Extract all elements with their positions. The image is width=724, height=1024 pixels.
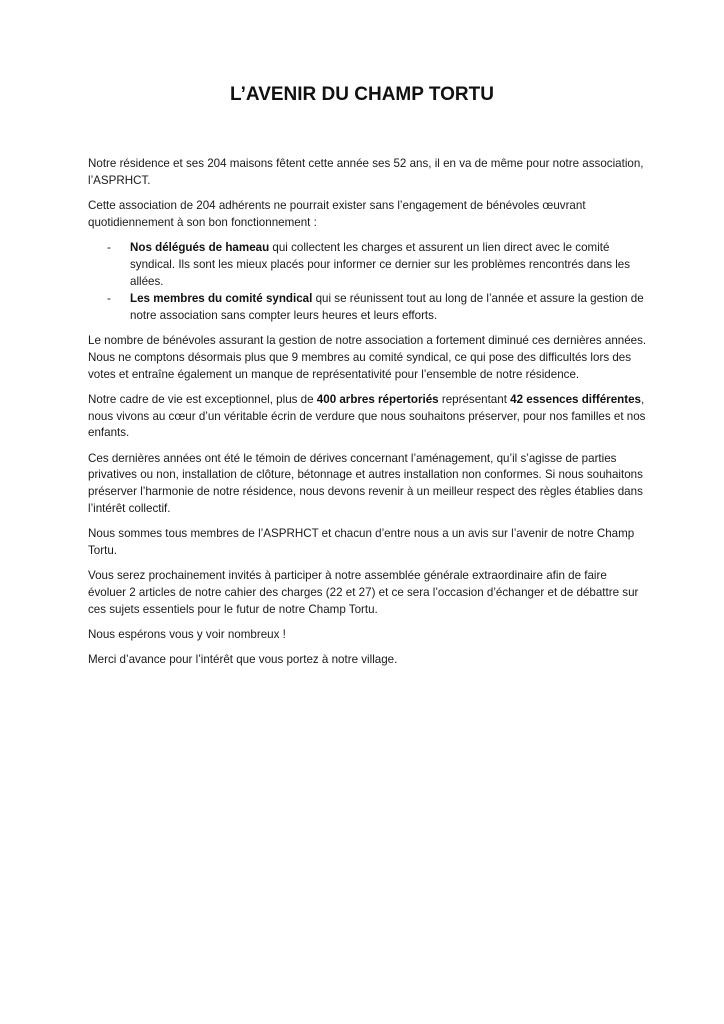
paragraph-environment [88, 392, 648, 443]
text-span: , nous vivons au cœur d’un véritable écrin de verdure que nous souhaitons préserver, pour nos familles et nos enfants. [88, 392, 646, 440]
text-span: représentant [438, 392, 511, 406]
paragraph-hope: Nous espérons vous y voir nombreux ! [88, 628, 286, 642]
dash-bullet: - [107, 241, 111, 254]
paragraph-intro: Notre résidence et ses 204 maisons fêtent cette année ses 52 ans, il en va de même pour notre association, l’ASPRHCT. [88, 157, 644, 187]
volunteer-list [88, 240, 648, 325]
list-item [88, 291, 648, 325]
paragraph-thanks: Merci d’avance pour l’intérêt que vous portez à notre village. [88, 653, 398, 667]
list-item-text: qui collectent les charges et assurent un lien direct avec le comité syndical. Ils sont les mieux placés pour informer ce dernier sur les problèmes rencontrés dans les allées. [130, 241, 631, 288]
text-span: Notre cadre de vie est exceptionnel, plus de [88, 392, 317, 406]
document-body [88, 156, 648, 677]
bold-trees: 400 arbres répertoriés [316, 392, 439, 406]
list-item-text: qui se réunissent tout au long de l’année et assure la gestion de notre association sans compter leurs heures et leurs efforts. [130, 291, 644, 322]
paragraph-assembly: Vous serez prochainement invités à participer à notre assemblée générale extraordinaire afin de faire évoluer 2 articles de notre cahier des charges (22 et 27) et ce sera l’occasion d’échanger et de débattre sur ces sujets essentiels pour le futur de notre Champ Tortu. [88, 569, 639, 617]
dash-bullet: - [107, 291, 111, 305]
paragraph-volunteers: Le nombre de bénévoles assurant la gestion de notre association a fortement diminué ces dernières années. Nous ne comptons désormais plus que 9 membres au comité syndical, ce qui pose des difficultés lors des votes et entraîne également un manque de représentativité pour l’ensemble de notre résidence. [88, 333, 647, 381]
document-title: L’AVENIR DU CHAMP TORTU [230, 84, 494, 105]
paragraph-association: Cette association de 204 adhérents ne pourrait exister sans l’engagement de bénévoles œuvrant quotidiennement à son bon fonctionnement : [88, 199, 586, 229]
list-item [88, 240, 648, 291]
paragraph-members: Nous sommes tous membres de l’ASPRHCT et chacun d’entre nous a un avis sur l’avenir de notre Champ Tortu. [88, 527, 635, 558]
paragraph-drifts: Ces dernières années ont été le témoin de dérives concernant l’aménagement, qu’il s’agisse de parties privatives ou non, installation de clôture, bétonnage et autres installation non conformes. Si nous souhaitons préserver l’harmonie de notre résidence, nous devons revenir à un meilleur respect des règles établies dans l’intérêt collectif. [88, 451, 643, 516]
bold-species: 42 essences différentes [510, 392, 641, 406]
list-item-bold: Les membres du comité syndical [130, 291, 313, 305]
list-item-bold: Nos délégués de hameau [130, 241, 270, 254]
